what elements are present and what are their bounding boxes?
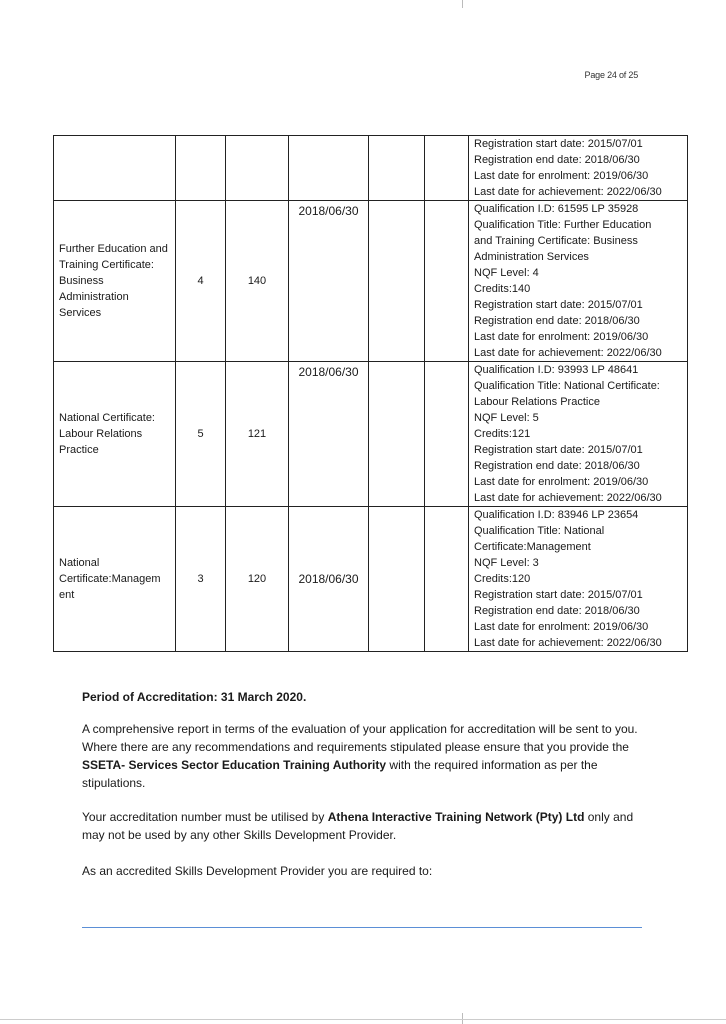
date-cell [289, 136, 369, 201]
details-line: Certificate:Management [474, 541, 591, 553]
table-row [54, 201, 688, 362]
details-line: Credits:120 [474, 573, 531, 585]
details-line: Qualification Title: National [474, 525, 605, 537]
accreditation-period: Period of Accreditation: 31 March 2020. [82, 690, 307, 704]
table-row [54, 136, 688, 201]
empty-cell [369, 507, 425, 652]
details-line: Last date for enrolment: 2019/06/30 [474, 170, 649, 182]
requirements-intro: As an accredited Skills Development Provider you are required to: [82, 864, 433, 878]
date-cell: 2018/06/30 [289, 362, 369, 507]
details-line: Last date for enrolment: 2019/06/30 [474, 621, 649, 633]
details-line: and Training Certificate: Business [474, 235, 638, 247]
details-line: Last date for achievement: 2022/06/30 [474, 492, 662, 504]
accreditation-number-paragraph [82, 808, 652, 844]
details-line: Credits:121 [474, 428, 531, 440]
details-line: Credits:140 [474, 283, 531, 295]
date-cell: 2018/06/30 [289, 201, 369, 362]
details-line: Qualification I.D: 61595 LP 35928 [474, 203, 639, 215]
empty-cell [425, 136, 469, 201]
qualification-name-cell: Further Education and Training Certificate: Business Administration Services [54, 201, 176, 362]
details-line: Qualification Title: Further Education [474, 219, 652, 231]
qualification-name-cell [54, 136, 176, 201]
details-line: NQF Level: 4 [474, 267, 539, 279]
nqf-level-cell: 5 [176, 362, 226, 507]
details-line: Administration Services [474, 251, 589, 263]
page-bottom-edge [0, 1019, 726, 1020]
details-line: NQF Level: 3 [474, 557, 539, 569]
empty-cell [369, 201, 425, 362]
details-line: Last date for enrolment: 2019/06/30 [474, 476, 649, 488]
details-line: Registration end date: 2018/06/30 [474, 605, 640, 617]
details-line: Last date for achievement: 2022/06/30 [474, 186, 662, 198]
qualifications-table [53, 135, 688, 652]
qualification-name-cell: National Certificate: Labour Relations Practice [54, 362, 176, 507]
footer-divider [82, 927, 642, 928]
details-line: Registration start date: 2015/07/01 [474, 589, 643, 601]
details-line: Registration start date: 2015/07/01 [474, 444, 643, 456]
qualification-details-cell [469, 362, 688, 507]
empty-cell [425, 362, 469, 507]
qualification-details-cell [469, 136, 688, 201]
empty-cell [425, 201, 469, 362]
scan-edge-mark [462, 0, 463, 8]
details-line: Last date for achievement: 2022/06/30 [474, 637, 662, 649]
credits-cell: 140 [226, 201, 289, 362]
table-row [54, 507, 688, 652]
provider-name: Athena Interactive Training Network (Pty) Ltd [327, 810, 585, 824]
details-line: Registration end date: 2018/06/30 [474, 315, 640, 327]
qualification-details-cell [469, 507, 688, 652]
report-text-end: with the required information as per the stipulations. [82, 758, 598, 790]
table-row [54, 362, 688, 507]
details-line: Registration start date: 2015/07/01 [474, 138, 643, 150]
credits-cell: 121 [226, 362, 289, 507]
details-line: Qualification Title: National Certificate: [474, 380, 660, 392]
empty-cell [425, 507, 469, 652]
details-line: Registration end date: 2018/06/30 [474, 460, 640, 472]
report-text-start: A comprehensive report in terms of the evaluation of your application for accreditation will be sent to you. Where there are any recommendations and requirements stipulated please ensure that you provide the [82, 722, 638, 754]
accreditation-text-end: only and may not be used by any other Skills Development Provider. [82, 810, 634, 842]
nqf-level-cell: 4 [176, 201, 226, 362]
details-line: NQF Level: 5 [474, 412, 539, 424]
seta-name: SSETA- Services Sector Education Training Authority [82, 758, 387, 772]
report-paragraph [82, 720, 652, 792]
date-cell: 2018/06/30 [289, 507, 369, 652]
page-number: Page 24 of 25 [584, 70, 638, 80]
credits-cell [226, 136, 289, 201]
accreditation-text-start: Your accreditation number must be utilised by [82, 810, 328, 824]
qualification-name-cell: National Certificate:Managem ent [54, 507, 176, 652]
details-line: Registration start date: 2015/07/01 [474, 299, 643, 311]
details-line: Last date for enrolment: 2019/06/30 [474, 331, 649, 343]
details-line: Last date for achievement: 2022/06/30 [474, 347, 662, 359]
details-line: Registration end date: 2018/06/30 [474, 154, 640, 166]
details-line: Qualification I.D: 83946 LP 23654 [474, 509, 639, 521]
nqf-level-cell [176, 136, 226, 201]
empty-cell [369, 362, 425, 507]
details-line: Qualification I.D: 93993 LP 48641 [474, 364, 639, 376]
credits-cell: 120 [226, 507, 289, 652]
nqf-level-cell: 3 [176, 507, 226, 652]
empty-cell [369, 136, 425, 201]
qualification-details-cell [469, 201, 688, 362]
details-line: Labour Relations Practice [474, 396, 600, 408]
